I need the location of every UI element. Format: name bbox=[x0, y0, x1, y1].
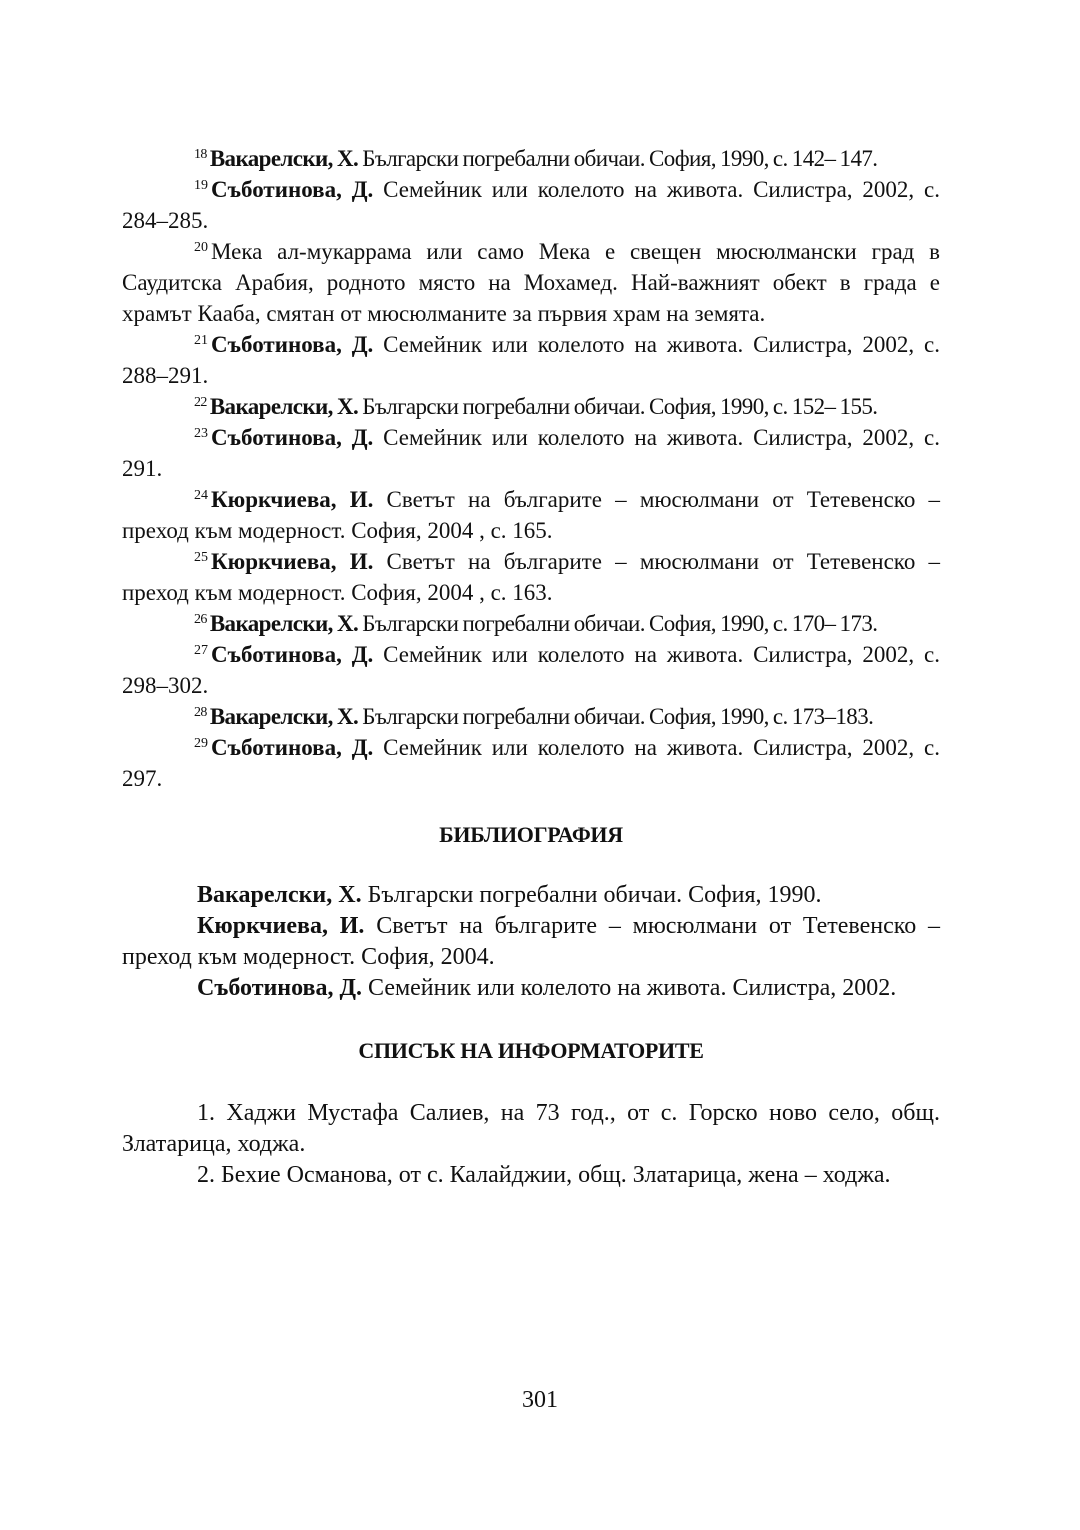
bibliography-heading: БИБЛИОГРАФИЯ bbox=[439, 822, 623, 847]
footnote-author: Съботинова, Д. bbox=[211, 735, 374, 760]
footnote-text: Семейник или колелото на живота. Силистра, 2002, с. 298–302. bbox=[122, 642, 941, 698]
footnote bbox=[122, 484, 940, 546]
footnote-number: 26 bbox=[194, 612, 207, 627]
footnote bbox=[122, 608, 940, 639]
footnote-author: Вакарелски, Х. bbox=[209, 704, 359, 729]
bibliography-author: Съботинова, Д. bbox=[197, 975, 363, 1001]
footnote-text: Български погребални обичаи. София, 1990, с. 152– 155. bbox=[362, 394, 878, 419]
footnote-number: 20 bbox=[194, 240, 208, 255]
footnote bbox=[122, 732, 940, 794]
footnote-author: Съботинова, Д. bbox=[211, 332, 374, 357]
bibliography-author: Кюркчиева, И. bbox=[197, 913, 365, 939]
footnote-text: Семейник или колелото на живота. Силистра, 2002, с. 284–285. bbox=[122, 177, 941, 233]
informants-list bbox=[122, 1098, 940, 1191]
footnote bbox=[122, 236, 940, 329]
footnote bbox=[122, 422, 940, 484]
footnote-text: Семейник или колелото на живота. Силистра, 2002, с. 288–291. bbox=[122, 332, 941, 388]
footnote bbox=[122, 391, 940, 422]
footnote-number: 19 bbox=[194, 178, 208, 193]
footnote-number: 28 bbox=[194, 705, 207, 720]
footnote-author: Съботинова, Д. bbox=[211, 642, 374, 667]
footnote-author: Вакарелски, Х. bbox=[209, 146, 359, 171]
bibliography-text: Семейник или колелото на живота. Силистра, 2002. bbox=[368, 975, 897, 1001]
footnote-number: 21 bbox=[194, 333, 208, 348]
footnote-text: Български погребални обичаи. София, 1990, с. 170– 173. bbox=[362, 611, 878, 636]
bibliography-entry bbox=[122, 911, 940, 973]
footnote-author: Вакарелски, Х. bbox=[209, 611, 359, 636]
bibliography-entry bbox=[122, 973, 940, 1004]
footnote-author: Съботинова, Д. bbox=[211, 177, 374, 202]
footnote-author: Кюркчиева, И. bbox=[211, 549, 374, 574]
footnote-text: Български погребални обичаи. София, 1990, с. 142– 147. bbox=[362, 146, 878, 171]
footnote-number: 22 bbox=[194, 395, 207, 410]
footnote-number: 29 bbox=[194, 736, 208, 751]
footnote-text: Светът на българите – мюсюлмани от Тетевенско – преход към модерност. София, 2004 , с. 163. bbox=[122, 549, 941, 605]
footnote-text: Семейник или колелото на живота. Силистра, 2002, с. 291. bbox=[122, 425, 941, 481]
footnote-text: Семейник или колелото на живота. Силистра, 2002, с. 297. bbox=[122, 735, 941, 791]
footnote-number: 25 bbox=[194, 550, 208, 565]
footnote bbox=[122, 329, 940, 391]
footnote bbox=[122, 639, 940, 701]
bibliography-text: Светът на българите – мюсюлмани от Тетевенско – преход към модерност. София, 2004. bbox=[122, 913, 941, 970]
footnote-text: Светът на българите – мюсюлмани от Тетевенско – преход към модерност. София, 2004 , с. 165. bbox=[122, 487, 941, 543]
bibliography-list bbox=[122, 880, 940, 1004]
footnote-author: Кюркчиева, И. bbox=[211, 487, 374, 512]
footnote-number: 23 bbox=[194, 426, 208, 441]
informant-entry: 1. Хаджи Мустафа Салиев, на 73 год., от с. Горско ново село, общ. Златарица, ходжа. bbox=[122, 1100, 940, 1157]
footnote-number: 27 bbox=[194, 643, 208, 658]
bibliography-text: Български погребални обичаи. София, 1990. bbox=[367, 882, 822, 908]
page-number: 301 bbox=[522, 1387, 558, 1413]
footnote bbox=[122, 701, 940, 732]
bibliography-author: Вакарелски, Х. bbox=[197, 882, 362, 908]
footnotes-section bbox=[122, 143, 940, 794]
informants-heading: СПИСЪК НА ИНФОРМАТОРИТЕ bbox=[358, 1038, 704, 1063]
informant-entry: 2. Бехие Османова, от с. Калайджии, общ. Златарица, жена – ходжа. bbox=[197, 1162, 891, 1188]
footnote bbox=[122, 546, 940, 608]
footnote-number: 18 bbox=[194, 147, 207, 162]
footnote-number: 24 bbox=[194, 488, 208, 503]
footnote bbox=[122, 143, 940, 174]
footnote-author: Съботинова, Д. bbox=[211, 425, 374, 450]
footnote-author: Вакарелски, Х. bbox=[209, 394, 359, 419]
footnote bbox=[122, 174, 940, 236]
footnote-text: Български погребални обичаи. София, 1990, с. 173–183. bbox=[362, 704, 874, 729]
footnote-text: Мека ал-мукаррама или само Мека е свещен мюсюлмански град в Саудитска Арабия, родното място на Мохамед. Най-важният обект в града е храмът Кааба, смятан от мюсюлманите за първия храм на земята. bbox=[122, 239, 940, 326]
bibliography-entry bbox=[122, 880, 940, 911]
